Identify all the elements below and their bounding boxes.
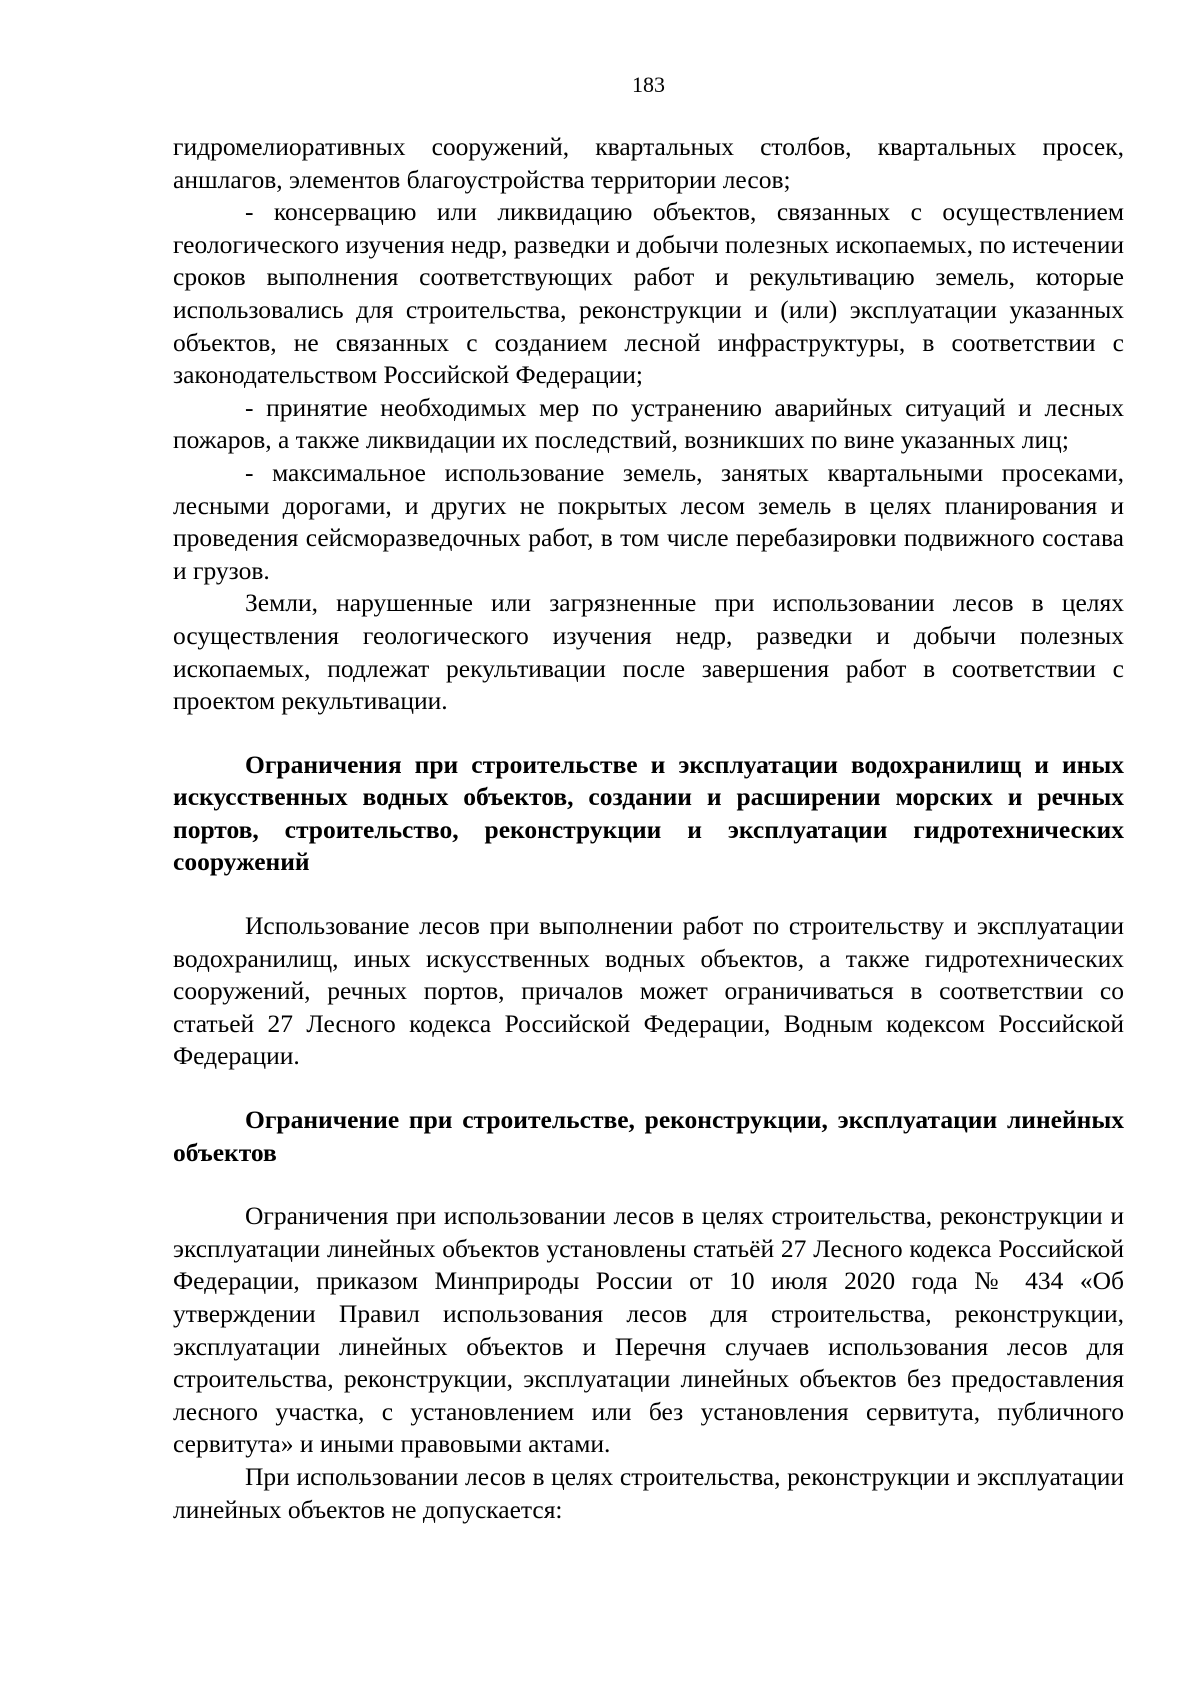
paragraph-continuation: гидромелиоративных сооружений, квартальных столбов, квартальных просек, аншлагов, элементов благоустройства территории лесов; (173, 132, 1124, 194)
section-heading-linear-objects: Ограничение при строительстве, реконструкции, эксплуатации линейных объектов (173, 1105, 1124, 1167)
paragraph-conservation: - консервацию или ликвидацию объектов, связанных с осуществлением геологического изучения недр, разведки и добычи полезных ископаемых, по истечении сроков выполнения соответствующих работ и рекультивацию земель, которые использовались для строительства, реконструкции и (или) эксплуатации указанных объектов, не связанных с созданием лесной инфраструктуры, в соответствии с законодательством Российской Федерации; (173, 197, 1124, 390)
paragraph-land-use: - максимальное использование земель, занятых квартальными просеками, лесными дорогами, и других не покрытых лесом земель в целях планирования и проведения сейсморазведочных работ, в том числе перебазировки подвижного состава и грузов. (173, 457, 1124, 585)
page-number: 183 (632, 72, 665, 97)
section-heading-reservoirs: Ограничения при строительстве и эксплуатации водохранилищ и иных искусственных водных объектов, создании и расширении морских и речных портов, строительство, реконструкции и эксплуатации гидротехнических сооружений (173, 749, 1124, 877)
paragraph-recultivation: Земли, нарушенные или загрязненные при использовании лесов в целях осуществления геологического изучения недр, разведки и добычи полезных ископаемых, подлежат рекультивации после завершения работ в соответствии с проектом рекультивации. (173, 588, 1124, 716)
paragraph-not-allowed: При использовании лесов в целях строительства, реконструкции и эксплуатации линейных объектов не допускается: (173, 1461, 1124, 1524)
paragraph-reservoirs: Использование лесов при выполнении работ по строительству и эксплуатации водохранилищ, иных искусственных водных объектов, а также гидротехнических сооружений, речных портов, причалов может ограничиваться в соответствии со статьей 27 Лесного кодекса Российской Федерации, Водным кодексом Российской Федерации. (173, 911, 1124, 1071)
page-content (173, 131, 1124, 1526)
paragraph-emergency-measures: - принятие необходимых мер по устранению аварийных ситуаций и лесных пожаров, а также ликвидации их последствий, возникших по вине указанных лиц; (173, 392, 1124, 455)
paragraph-linear-objects-restrictions: Ограничения при использовании лесов в целях строительства, реконструкции и эксплуатации линейных объектов установлены статьёй 27 Лесного кодекса Российской Федерации, приказом Минприроды России от 10 июля 2020 года № 434 «Об утверждении Правил использования лесов для строительства, реконструкции, эксплуатации линейных объектов и Перечня случаев использования лесов для строительства, реконструкции, эксплуатации линейных объектов без предоставления лесного участка, с установлением или без установления сервитута, публичного сервитута» и иными правовыми актами. (173, 1201, 1124, 1459)
